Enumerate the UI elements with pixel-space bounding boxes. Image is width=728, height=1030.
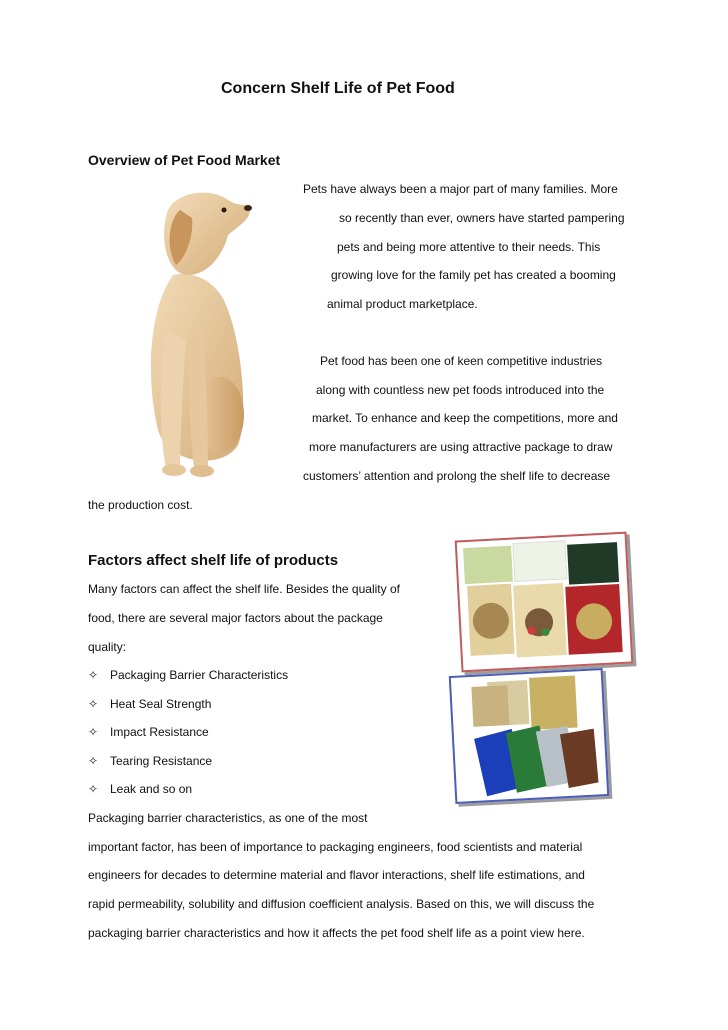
factor-item-label: Packaging Barrier Characteristics bbox=[110, 668, 289, 682]
pet-food-pouches-photo-bottom bbox=[449, 668, 609, 804]
overview-para1-line2: so recently than ever, owners have started pampering bbox=[339, 211, 625, 225]
factor-item-label: Impact Resistance bbox=[110, 725, 209, 739]
overview-para2-line1: Pet food has been one of keen competitive industries bbox=[320, 354, 603, 368]
overview-para2-line3: market. To enhance and keep the competitions, more and bbox=[312, 411, 618, 425]
factor-list-item bbox=[88, 725, 209, 739]
factor-item-label: Leak and so on bbox=[110, 782, 193, 796]
factor-list-item bbox=[88, 697, 211, 711]
overview-para2-line5: customers’ attention and prolong the shelf life to decrease bbox=[303, 469, 611, 483]
factor-list-item bbox=[88, 782, 192, 796]
overview-para1-line5: animal product marketplace. bbox=[327, 297, 478, 311]
factor-item-label: Heat Seal Strength bbox=[110, 697, 212, 711]
diamond-bullet-icon: ✧ bbox=[88, 697, 99, 711]
factor-list-item bbox=[88, 668, 288, 682]
factor-item-label: Tearing Resistance bbox=[110, 754, 213, 768]
factors-intro-line2: food, there are several major factors about the package bbox=[88, 611, 383, 625]
pet-food-pouches-photo-top bbox=[455, 532, 634, 673]
section-heading-overview: Overview of Pet Food Market bbox=[88, 152, 281, 168]
factor-list-item bbox=[88, 754, 212, 768]
closing-para-line1: Packaging barrier characteristics, as one of the most bbox=[88, 811, 368, 825]
closing-para-line2: important factor, has been of importance to packaging engineers, food scientists and material bbox=[88, 840, 583, 854]
overview-para2-line6: the production cost. bbox=[88, 498, 193, 512]
puppy-photo bbox=[128, 180, 268, 480]
overview-para1-line1: Pets have always been a major part of many families. More bbox=[303, 182, 618, 196]
overview-para2-line2: along with countless new pet foods introduced into the bbox=[316, 383, 605, 397]
diamond-bullet-icon: ✧ bbox=[88, 668, 99, 682]
closing-para-line3: engineers for decades to determine material and flavor interactions, shelf life estimations, and bbox=[88, 868, 585, 882]
factors-intro-line3: quality: bbox=[88, 640, 127, 654]
diamond-bullet-icon: ✧ bbox=[88, 782, 99, 796]
overview-para1-line3: pets and being more attentive to their needs. This bbox=[337, 240, 601, 254]
overview-para2-line4: more manufacturers are using attractive package to draw bbox=[309, 440, 613, 454]
factors-intro-line1: Many factors can affect the shelf life. Besides the quality of bbox=[88, 582, 400, 596]
diamond-bullet-icon: ✧ bbox=[88, 754, 99, 768]
diamond-bullet-icon: ✧ bbox=[88, 725, 99, 739]
overview-para1-line4: growing love for the family pet has created a booming bbox=[331, 268, 616, 282]
closing-para-line5: packaging barrier characteristics and how it affects the pet food shelf life as a point view here. bbox=[88, 926, 585, 940]
closing-para-line4: rapid permeability, solubility and diffusion coefficient analysis. Based on this, we will discuss the bbox=[88, 897, 595, 911]
section-heading-factors: Factors affect shelf life of products bbox=[88, 552, 339, 569]
page-title: Concern Shelf Life of Pet Food bbox=[221, 80, 455, 97]
